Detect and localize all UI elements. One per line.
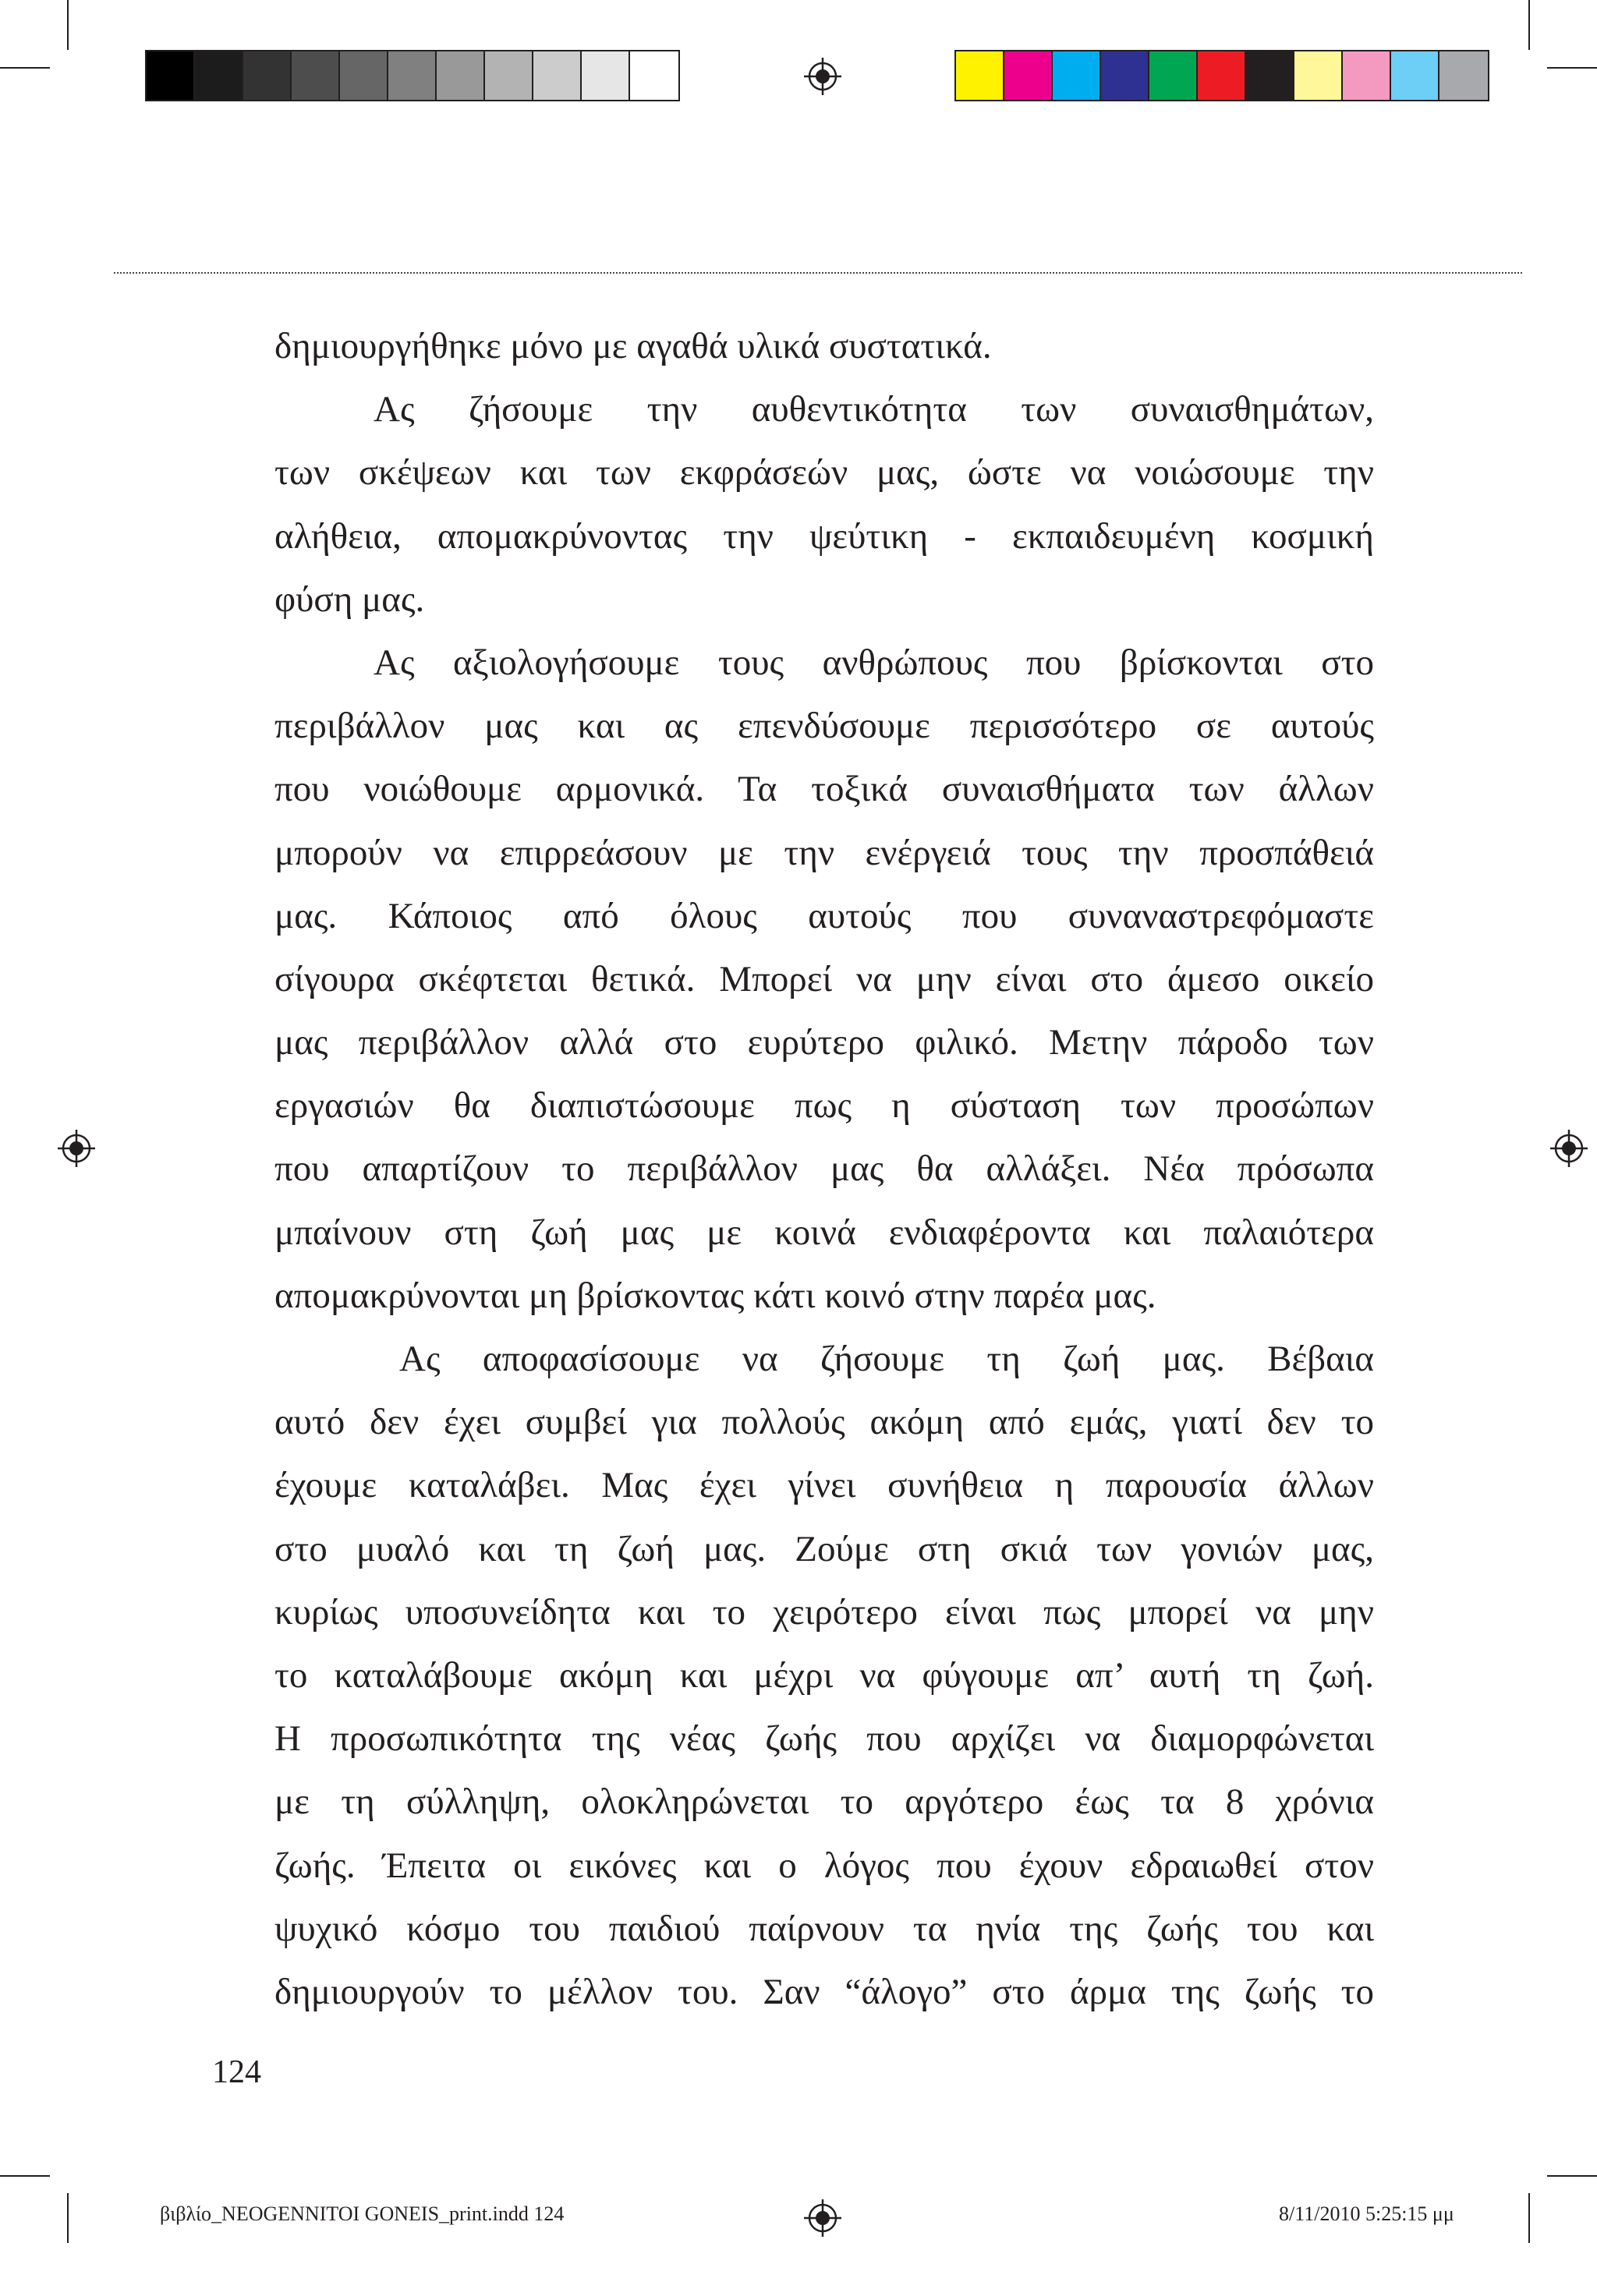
color-swatch (147, 51, 195, 100)
crop-mark (1547, 2175, 1597, 2177)
text-line: Η προσωπικότητα της νέας ζωής που αρχίζει να διαμορφώνεται (274, 1718, 1374, 1760)
text-line: δημιουργήθηκε μόνο με αγαθά υλικά συστατικά. (274, 326, 992, 366)
crop-mark (1528, 0, 1530, 50)
registration-mark-icon (1549, 1128, 1589, 1169)
text-line: περιβάλλον μας και ας επενδύσουμε περισσότερο σε αυτούς (274, 706, 1374, 747)
text-line: φύση μας. (274, 578, 425, 620)
slug-filename: βιβλίο_NEOGENNITOI GONEIS_print.indd 124 (160, 2202, 565, 2225)
color-swatch (1053, 51, 1101, 100)
grayscale-color-bar (145, 50, 680, 101)
color-swatch (582, 51, 630, 100)
text-line: έχουμε καταλάβει. Μας έχει γίνει συνήθεια η παρουσία άλλων (274, 1465, 1374, 1506)
crop-mark (67, 0, 69, 50)
color-swatch (1004, 51, 1053, 100)
color-swatch (292, 51, 340, 100)
text-line: με τη σύλληψη, ολοκληρώνεται το αργότερο έως τα 8 χρόνια (274, 1781, 1374, 1823)
crop-mark (1547, 67, 1597, 69)
text-line: δημιουργούν το μέλλον του. Σαν “άλογο” στο άρμα της ζωής το (274, 1971, 1374, 2012)
text-line: εργασιών θα διαπιστώσουμε πως η σύσταση των προσώπων (274, 1085, 1374, 1127)
text-line: που νοιώθουμε αρμονικά. Τα τοξικά συναισθήματα των άλλων (274, 769, 1374, 810)
text-line: ψυχικό κόσμο του παιδιού παίρνουν τα ηνία της ζωής του και (274, 1908, 1374, 1949)
color-swatch (437, 51, 485, 100)
text-line: ζωής. Έπειτα οι εικόνες και ο λόγος που έχουν εδραιωθεί στον (274, 1845, 1374, 1886)
slug-timestamp: 8/11/2010 5:25:15 μμ (1279, 2202, 1454, 2225)
color-swatch (485, 51, 533, 100)
text-line: μπορούν να επιρρεάσουν με την ενέργειά τους την προσπάθειά (274, 832, 1374, 873)
text-line: σίγουρα σκέφτεται θετικά. Μπορεί να μην είναι στο άμεσο οικείο (274, 958, 1374, 999)
text-line: το καταλάβουμε ακόμη και μέχρι να φύγουμε απ’ αυτή τη ζωή. (274, 1654, 1374, 1696)
color-swatch (388, 51, 437, 100)
color-swatch (1343, 51, 1391, 100)
color-swatch (1198, 51, 1246, 100)
text-line: των σκέψεων και των εκφράσεών μας, ώστε να νοιώσουμε την (274, 452, 1374, 494)
color-swatch (340, 51, 388, 100)
crop-mark (0, 2175, 50, 2177)
text-line: Ας ζήσουμε την αυθεντικότητα των συναισθημάτων, (374, 389, 1374, 430)
text-line: μας. Κάποιος από όλους αυτούς που συναναστρεφόμαστε (274, 895, 1374, 936)
color-swatch (243, 51, 292, 100)
crop-mark (0, 67, 50, 69)
crop-mark (67, 2193, 69, 2243)
registration-mark-icon (56, 1128, 97, 1169)
color-swatch (533, 51, 582, 100)
text-line: κυρίως υποσυνείδητα και το χειρότερο είναι πως μπορεί να μην (274, 1591, 1374, 1633)
color-swatch (1391, 51, 1439, 100)
color-swatch (195, 51, 243, 100)
text-line: αλήθεια, απομακρύνοντας την ψεύτικη - εκπαιδευμένη κοσμική (274, 515, 1374, 557)
crop-mark (1528, 2193, 1530, 2243)
text-line: στο μυαλό και τη ζωή μας. Ζούμε στη σκιά των γονιών μας, (274, 1528, 1374, 1569)
page-number: 124 (212, 2054, 261, 2090)
text-line: Ας αποφασίσουμε να ζήσουμε τη ζωή μας. Βέβαια (399, 1339, 1374, 1379)
registration-mark-icon (802, 56, 843, 97)
body-text (274, 315, 1374, 2024)
text-line: μπαίνουν στη ζωή μας με κοινά ενδιαφέροντα και παλαιότερα (274, 1212, 1374, 1253)
color-swatch (1294, 51, 1343, 100)
color-swatch (1246, 51, 1294, 100)
text-line: Ας αξιολογήσουμε τους ανθρώπους που βρίσκονται στο (374, 642, 1374, 683)
color-swatch (1149, 51, 1198, 100)
color-swatch (956, 51, 1004, 100)
color-swatch (1101, 51, 1149, 100)
color-swatch (630, 51, 678, 100)
text-line: αυτό δεν έχει συμβεί για πολλούς ακόμη από εμάς, γιατί δεν το (274, 1402, 1374, 1443)
color-swatch (1439, 51, 1488, 100)
text-line: απομακρύνονται μη βρίσκοντας κάτι κοινό στην παρέα μας. (274, 1275, 1156, 1316)
text-line: που απαρτίζουν το περιβάλλον μας θα αλλάξει. Νέα πρόσωπα (274, 1148, 1374, 1190)
registration-mark-icon (802, 2198, 843, 2238)
process-color-bar (954, 50, 1489, 101)
text-line: μας περιβάλλον αλλά στο ευρύτερο φιλικό. Μετην πάροδο των (274, 1022, 1374, 1063)
header-dotted-rule (114, 272, 1522, 274)
